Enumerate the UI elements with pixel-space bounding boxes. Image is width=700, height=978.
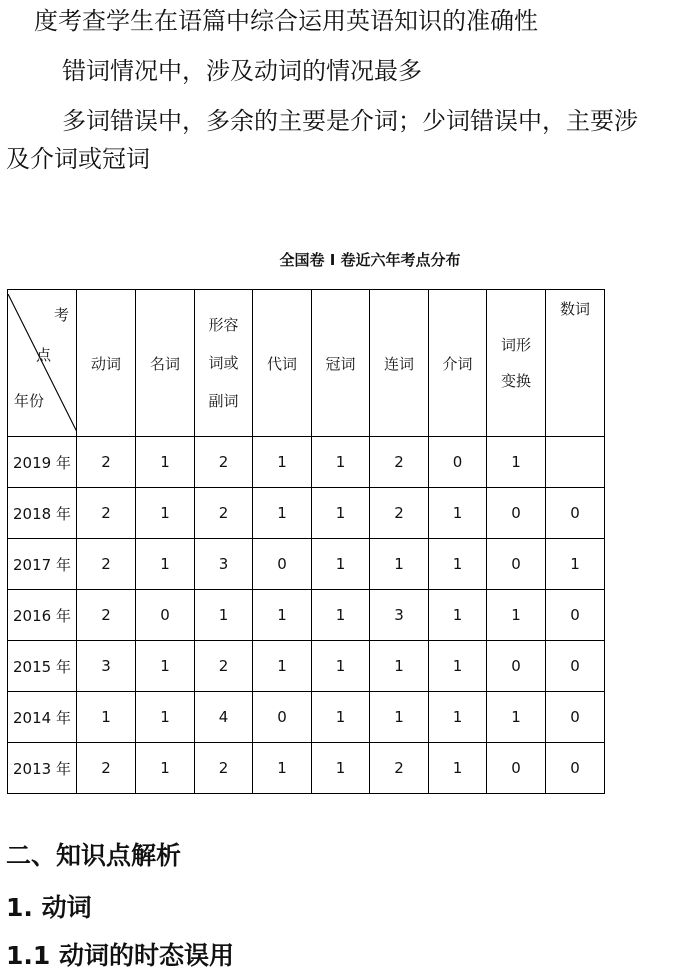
value-cell: 1 [312,437,370,488]
year-cell: 2016 年 [8,590,77,641]
value-cell: 0 [546,590,605,641]
value-cell: 1 [312,539,370,590]
year-cell: 2014 年 [8,692,77,743]
value-cell: 0 [487,743,546,794]
value-cell: 1 [253,743,312,794]
value-cell: 1 [312,590,370,641]
table-row [8,743,605,794]
value-cell: 1 [253,437,312,488]
header-form-line-1: 词形 [500,336,531,354]
exam-points-table [7,289,605,794]
value-cell: 2 [77,437,136,488]
paragraph-3-line-2: 及介词或冠词 [6,145,150,173]
value-cell: 2 [370,437,429,488]
table-row [8,641,605,692]
value-cell: 1 [136,539,195,590]
header-adj-adv [195,290,253,437]
subsection-heading: 1. 动词 [6,893,92,922]
value-cell: 1 [136,437,195,488]
paragraph-2: 错词情况中，涉及动词的情况最多 [62,57,422,85]
value-cell: 1 [429,539,487,590]
table-caption: 全国卷 I 卷近六年考点分布 [279,251,461,269]
table-row [8,437,605,488]
value-cell: 2 [77,590,136,641]
value-cell: 0 [487,539,546,590]
value-cell: 1 [429,590,487,641]
table-row [8,488,605,539]
header-verb: 动词 [77,290,136,437]
value-cell: 1 [370,692,429,743]
value-cell: 1 [312,743,370,794]
header-preposition: 介词 [429,290,487,437]
corner-label-bottom: 年份 [14,392,45,410]
paragraph-1: 度考查学生在语篇中综合运用英语知识的准确性 [34,7,538,35]
value-cell: 3 [77,641,136,692]
value-cell: 1 [429,743,487,794]
table-row [8,692,605,743]
value-cell: 1 [136,488,195,539]
value-cell: 1 [487,590,546,641]
value-cell: 1 [429,692,487,743]
corner-label-middle: 点 [36,346,52,364]
value-cell: 1 [253,641,312,692]
value-cell: 2 [195,488,253,539]
value-cell: 1 [136,743,195,794]
subsubsection-heading: 1.1 动词的时态误用 [6,941,234,970]
value-cell: 1 [136,641,195,692]
year-cell: 2019 年 [8,437,77,488]
value-cell: 1 [429,641,487,692]
value-cell: 1 [312,488,370,539]
value-cell: 1 [370,539,429,590]
value-cell: 0 [546,692,605,743]
value-cell: 1 [487,692,546,743]
value-cell: 2 [77,488,136,539]
value-cell: 1 [195,590,253,641]
value-cell: 3 [370,590,429,641]
value-cell: 2 [195,641,253,692]
value-cell: 0 [487,488,546,539]
year-cell: 2013 年 [8,743,77,794]
table-body [8,437,605,794]
section-heading: 二、知识点解析 [6,841,182,870]
value-cell: 0 [136,590,195,641]
value-cell [546,437,605,488]
corner-label-top: 考 [54,306,70,324]
value-cell: 2 [195,743,253,794]
paragraph-3-line-1: 多词错误中，多余的主要是介词；少词错误中，主要涉 [62,107,638,135]
header-noun: 名词 [136,290,195,437]
value-cell: 1 [429,488,487,539]
header-adj-line-3: 副词 [208,392,239,410]
value-cell: 0 [546,641,605,692]
value-cell: 4 [195,692,253,743]
table-header-row [8,290,605,437]
value-cell: 1 [487,437,546,488]
value-cell: 1 [77,692,136,743]
value-cell: 2 [370,488,429,539]
header-adj-line-1: 形容 [208,316,239,334]
value-cell: 2 [370,743,429,794]
header-adj-line-2: 词或 [208,354,239,372]
year-cell: 2018 年 [8,488,77,539]
header-pronoun: 代词 [253,290,312,437]
header-numeral: 数词 [546,290,605,437]
value-cell: 0 [253,692,312,743]
header-form-line-2: 变换 [500,372,531,390]
value-cell: 0 [546,488,605,539]
year-cell: 2017 年 [8,539,77,590]
value-cell: 0 [253,539,312,590]
value-cell: 3 [195,539,253,590]
value-cell: 1 [546,539,605,590]
value-cell: 1 [136,692,195,743]
value-cell: 2 [77,743,136,794]
value-cell: 0 [429,437,487,488]
value-cell: 0 [487,641,546,692]
value-cell: 0 [546,743,605,794]
value-cell: 1 [253,488,312,539]
value-cell: 1 [370,641,429,692]
value-cell: 2 [195,437,253,488]
value-cell: 2 [77,539,136,590]
header-word-form [487,290,546,437]
year-cell: 2015 年 [8,641,77,692]
value-cell: 1 [312,692,370,743]
header-article: 冠词 [312,290,370,437]
value-cell: 1 [312,641,370,692]
table-row [8,539,605,590]
value-cell: 1 [253,590,312,641]
header-conjunction: 连词 [370,290,429,437]
corner-header-cell [8,290,77,437]
table-row [8,590,605,641]
